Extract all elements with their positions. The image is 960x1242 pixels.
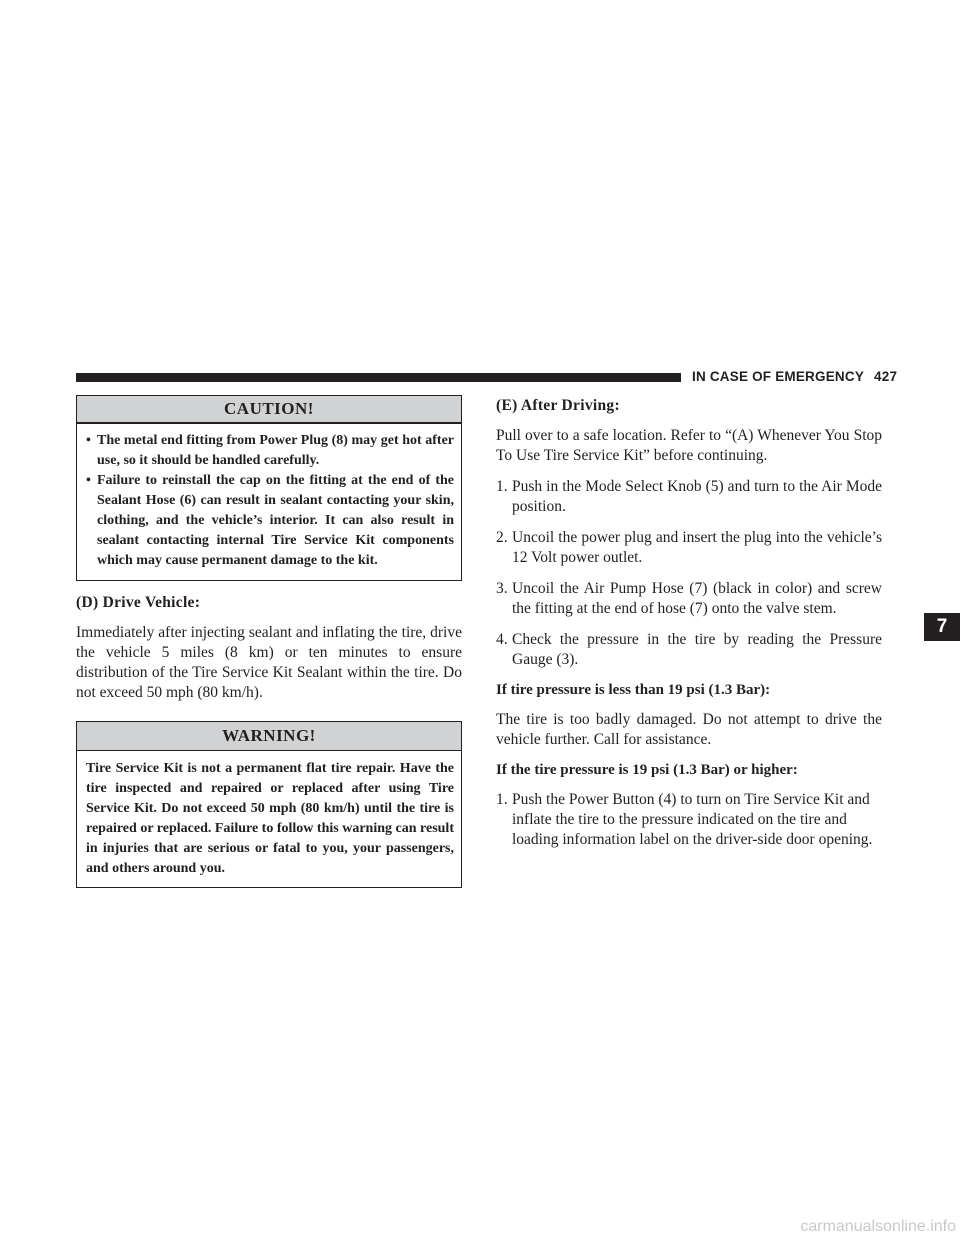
step-text: Push in the Mode Select Knob (5) and turn to the Air Mode position. [512, 478, 882, 515]
section-e-heading: (E) After Driving: [496, 397, 620, 414]
step-number: 1. [496, 478, 508, 495]
page-number: 427 [874, 369, 898, 384]
step-text: Uncoil the power plug and insert the plug into the vehicle’s 12 Volt power outlet. [512, 529, 882, 566]
low-pressure-text: The tire is too badly damaged. Do not attempt to drive the vehicle further. Call for assistance. [496, 711, 882, 748]
step-item [496, 630, 882, 670]
step-number: 4. [496, 631, 508, 648]
step-item [496, 579, 882, 619]
section-d-heading: (D) Drive Vehicle: [76, 593, 201, 611]
step-item [496, 528, 882, 568]
caution-item-text: The metal end fitting from Power Plug (8) may get hot after use, so it should be handled carefully. [97, 432, 454, 468]
caution-item [86, 431, 454, 471]
caution-item-text: Failure to reinstall the cap on the fitting at the end of the Sealant Hose (6) can result in sealant contacting your skin, clothing, and the vehicle’s interior. It can also result in sealant contacting internal Tire Service Kit components which may cause permanent damage to the kit. [97, 472, 454, 568]
section-d-paragraph: Immediately after injecting sealant and inflating the tire, drive the vehicle 5 miles (8 km) or ten minutes to ensure distribution of the Tire Service Kit Sealant within the tire. Do not exceed 50 mph (80 km/h). [76, 623, 462, 701]
chapter-tab: 7 [924, 613, 960, 641]
caution-title: CAUTION! [77, 396, 461, 422]
bullet-icon: • [86, 472, 91, 488]
caution-list [77, 424, 461, 580]
step-text: Push the Power Button (4) to turn on Tire Service Kit and inflate the tire to the pressure indicated on the tire and loading information label on the driver-side door opening. [512, 791, 873, 848]
section-e-intro: Pull over to a safe location. Refer to “(A) Whenever You Stop To Use Tire Service Kit” before continuing. [496, 427, 882, 464]
right-column [496, 395, 882, 850]
step-number: 1. [496, 791, 508, 808]
watermark: carmanualsonline.info [800, 1218, 956, 1235]
step-item [496, 790, 882, 850]
step-number: 2. [496, 529, 508, 546]
header-rule [76, 373, 681, 382]
left-column [76, 395, 462, 888]
caution-box [76, 395, 462, 581]
running-header [692, 367, 898, 387]
step-text: Uncoil the Air Pump Hose (7) (black in color) and screw the fitting at the end of hose (7) onto the valve stem. [512, 580, 882, 617]
step-number: 3. [496, 580, 508, 597]
step-item [496, 477, 882, 517]
bullet-icon: • [86, 432, 91, 448]
warning-text: Tire Service Kit is not a permanent flat tire repair. Have the tire inspected and repaired or replaced after using Tire Service Kit. Do not exceed 50 mph (80 km/h) until the tire is repaired or replaced. Failure to follow this warning can result in injuries that are serious or fatal to you, your passengers, and others around you. [86, 761, 454, 876]
ok-pressure-heading: If the tire pressure is 19 psi (1.3 Bar) or higher: [496, 762, 798, 778]
caution-item [86, 471, 454, 571]
step-text: Check the pressure in the tire by reading the Pressure Gauge (3). [512, 631, 882, 668]
section-title: IN CASE OF EMERGENCY [692, 369, 865, 384]
low-pressure-heading: If tire pressure is less than 19 psi (1.3 Bar): [496, 682, 771, 698]
warning-title: WARNING! [77, 722, 461, 750]
warning-box [76, 721, 462, 889]
